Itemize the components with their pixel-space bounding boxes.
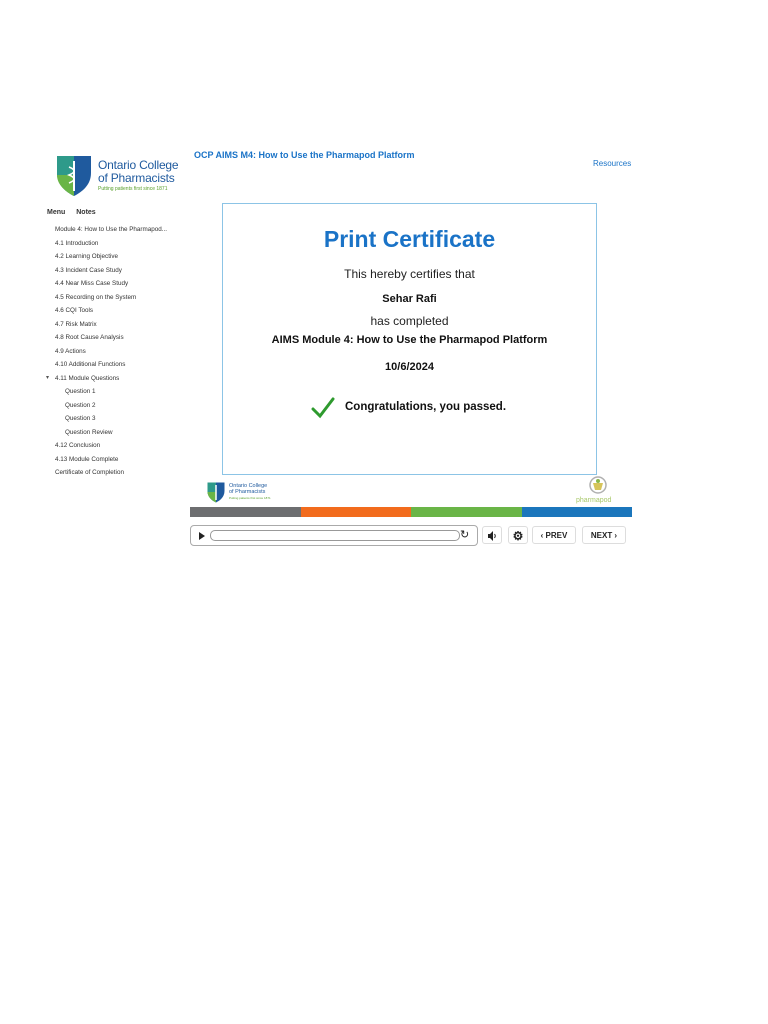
color-bar-segment — [301, 507, 412, 517]
sidebar-item[interactable] — [46, 345, 186, 359]
seek-track[interactable] — [210, 530, 460, 541]
sidebar-item-label: 4.11 Module Questions — [55, 374, 120, 382]
replay-icon[interactable]: ↻ — [460, 529, 470, 541]
small-logo-line1: Ontario College — [229, 483, 268, 489]
sidebar-item-label: 4.10 Additional Functions — [55, 361, 126, 368]
certificate-course: AIMS Module 4: How to Use the Pharmapod Platform — [271, 334, 548, 346]
sidebar-item[interactable] — [46, 250, 186, 264]
sidebar-item-label: Module 4: How to Use the Pharmapod... — [55, 226, 168, 233]
sidebar-item-label: Question Review — [65, 428, 113, 436]
org-name-line2: of Pharmacists — [98, 171, 175, 185]
sidebar-item-label: Question 2 — [65, 401, 96, 409]
org-name-line1: Ontario College — [98, 158, 179, 172]
sidebar-item[interactable] — [46, 358, 186, 372]
sidebar-item[interactable] — [46, 264, 186, 278]
prev-button[interactable]: ‹ PREV — [532, 526, 576, 544]
sidebar-item[interactable] — [46, 304, 186, 318]
small-logo-tagline: Putting patients first since 1871 — [229, 496, 271, 500]
sidebar-item[interactable] — [46, 223, 186, 237]
play-icon[interactable] — [191, 526, 210, 545]
sidebar-item-label: 4.8 Root Cause Analysis — [55, 334, 124, 341]
sidebar-item[interactable] — [46, 385, 186, 399]
sidebar-item-label: 4.5 Recording on the System — [55, 293, 137, 301]
volume-icon — [487, 531, 497, 541]
org-tagline: Putting patients first since 1871 — [98, 186, 168, 192]
playback-bar — [190, 525, 478, 546]
sidebar-item-label: 4.7 Risk Matrix — [55, 320, 97, 328]
sidebar-item-label: 4.12 Conclusion — [55, 442, 101, 449]
sidebar-item-label: Question 1 — [65, 388, 96, 395]
sidebar-item-label: 4.6 CQI Tools — [55, 307, 94, 314]
sidebar-item-label: 4.9 Actions — [55, 347, 86, 355]
sidebar-menu — [46, 223, 186, 480]
sidebar-item[interactable] — [46, 426, 186, 440]
course-title: OCP AIMS M4: How to Use the Pharmapod Platform — [194, 150, 415, 160]
sidebar-item[interactable] — [46, 439, 186, 453]
sidebar-item[interactable] — [46, 466, 186, 480]
sidebar-item[interactable] — [46, 318, 186, 332]
sidebar-item[interactable] — [46, 453, 186, 467]
volume-button[interactable] — [482, 526, 502, 544]
sidebar-item[interactable] — [46, 291, 186, 305]
ocp-shield-icon — [54, 153, 94, 197]
pharmapod-crest-icon — [576, 475, 626, 497]
certificate-slide — [222, 203, 597, 475]
sidebar-item-label: Certificate of Completion — [55, 469, 124, 476]
settings-button[interactable] — [508, 526, 528, 544]
certifies-text: This hereby certifies that — [344, 267, 475, 281]
ocp-small-logo — [206, 481, 276, 503]
certificate-date: 10/6/2024 — [385, 361, 434, 373]
recipient-name: Sehar Rafi — [382, 293, 437, 305]
tab-notes[interactable]: Notes — [76, 209, 96, 216]
small-logo-line2: of Pharmacists — [229, 489, 266, 495]
color-bar-segment — [190, 507, 301, 517]
chevron-down-icon[interactable]: ▾ — [46, 374, 50, 381]
resources-link[interactable]: Resources — [593, 159, 632, 168]
color-bar-segment — [411, 507, 522, 517]
sidebar-tabs — [47, 209, 105, 216]
progress-color-bar — [190, 507, 632, 517]
sidebar-item[interactable] — [46, 331, 186, 345]
sidebar-item-label: 4.4 Near Miss Case Study — [55, 280, 129, 287]
pharmapod-logo — [576, 475, 626, 505]
next-button[interactable]: NEXT › — [582, 526, 626, 544]
completed-text: has completed — [370, 314, 449, 328]
tab-menu[interactable]: Menu — [47, 209, 66, 216]
certificate-title: Print Certificate — [323, 226, 496, 252]
checkmark-icon — [311, 397, 335, 419]
ocp-logo — [54, 153, 184, 199]
sidebar-item-label: 4.13 Module Complete — [55, 455, 119, 463]
sidebar-item-label: 4.3 Incident Case Study — [55, 266, 122, 274]
sidebar-item-label: 4.2 Learning Objective — [55, 253, 119, 260]
ocp-small-shield-icon — [206, 481, 226, 503]
sidebar-item[interactable] — [46, 237, 186, 251]
color-bar-segment — [522, 507, 633, 517]
sidebar-item-label: 4.1 Introduction — [55, 239, 99, 247]
sidebar-item[interactable] — [46, 372, 186, 386]
congrats-message: Congratulations, you passed. — [345, 401, 507, 413]
pharmapod-label: pharmapod — [576, 497, 612, 504]
sidebar-item[interactable] — [46, 277, 186, 291]
sidebar-item[interactable] — [46, 412, 186, 426]
sidebar-item[interactable] — [46, 399, 186, 413]
sidebar-item-label: Question 3 — [65, 415, 96, 422]
gear-icon: ⚙ — [512, 529, 524, 543]
